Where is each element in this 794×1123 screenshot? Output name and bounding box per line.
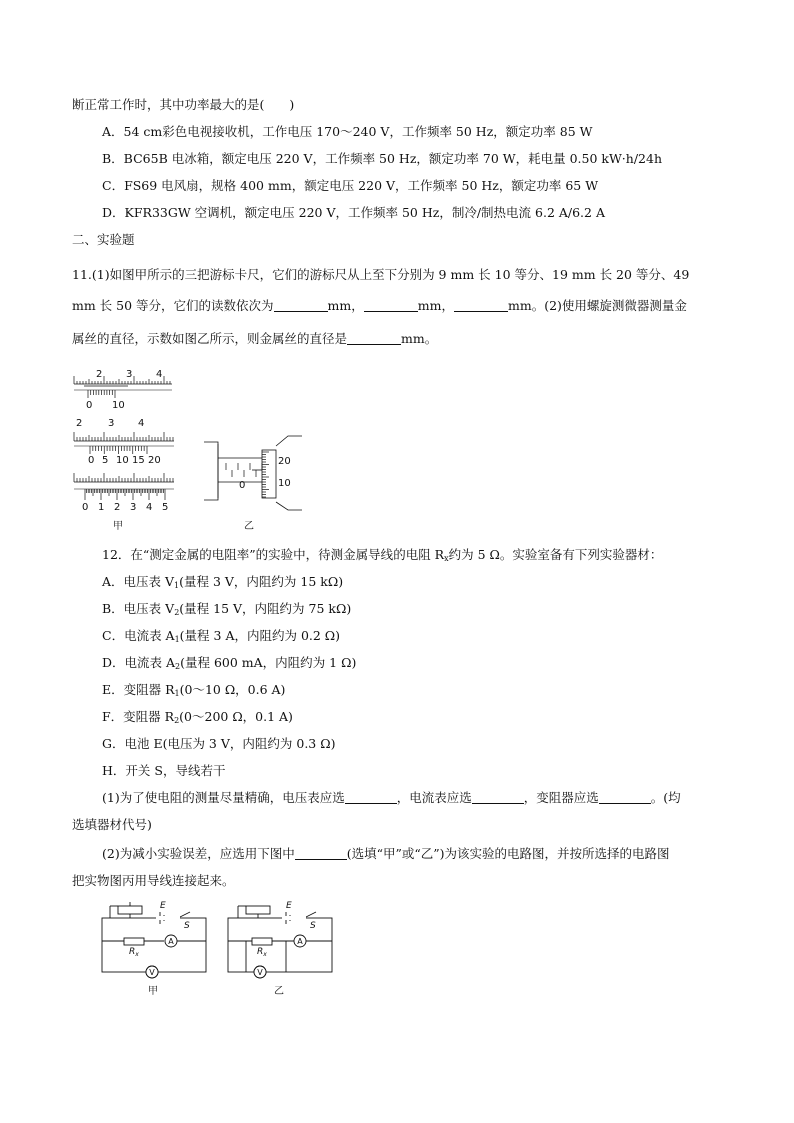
voltmeter-icon: V (257, 968, 263, 977)
q11-line2-text: mm 长 50 等分，它们的读数依次为 (72, 298, 274, 313)
cal1-main-label: 2 (96, 369, 103, 380)
q12-part1-text-3: ，变阻器应选 (523, 790, 599, 805)
q12-option-b-label: B．电压表 V (102, 601, 175, 616)
cal3-vernier-label: 3 (130, 502, 137, 513)
q12-part2 (102, 845, 670, 863)
q12-part1-text: (1)为了使电阻的测量尽量精确，电压表应选 (102, 790, 345, 805)
q12-option-e-label: E．变阻器 R (102, 682, 175, 697)
q12-part2-text: (2)为减小实验误差，应选用下图中 (102, 846, 295, 861)
cal2-main-label: 2 (76, 418, 83, 429)
answer-blank-voltmeter[interactable] (345, 791, 397, 804)
q12-option-g: G．电池 E(电压为 3 V，内阻约为 0.3 Ω) (102, 736, 336, 751)
answer-blank-3[interactable] (454, 299, 508, 312)
q12-option-b-spec: (量程 15 V，内阻约为 75 kΩ) (179, 601, 352, 616)
cal1-main-label: 3 (126, 369, 133, 380)
figure-label-jia: 甲 (113, 521, 123, 532)
cal2-main-label: 4 (138, 418, 145, 429)
q10-option-b: B．BC65B 电冰箱，额定电压 220 V，工作频率 50 Hz，额定功率 70 W，耗电量 0.50 kW·h/24h (102, 151, 662, 166)
ammeter-icon: A (297, 937, 303, 946)
resistor-label-sub: x (263, 951, 267, 958)
switch-label: S (310, 921, 316, 931)
q12-option-f-sub: 2 (174, 716, 180, 725)
q12-option-a-sub: 1 (174, 581, 180, 590)
q12-stem-text: 12．在“测定金属的电阻率”的实验中，待测金属导线的电阻 R (102, 547, 445, 562)
cal1-vernier-label: 0 (86, 400, 93, 411)
micrometer-10-label: 10 (278, 478, 291, 489)
q10-option-a: A．54 cm彩色电视接收机，工作电压 170～240 V，工作频率 50 Hz，额定功率 85 W (102, 124, 593, 139)
section-heading: 二、实验题 (72, 232, 135, 247)
answer-blank-rheostat[interactable] (599, 791, 651, 804)
cal2-vernier-label: 20 (148, 455, 161, 466)
answer-blank-ammeter[interactable] (472, 791, 524, 804)
voltmeter-icon: V (149, 968, 155, 977)
q11-unit: mm， (327, 298, 364, 313)
q12-option-a-label: A．电压表 V (102, 574, 175, 589)
micrometer-20-label: 20 (278, 456, 291, 467)
q11-line3 (72, 330, 437, 348)
caliper-micrometer-figure (66, 362, 316, 532)
answer-blank-4[interactable] (347, 332, 401, 345)
ammeter-icon: A (168, 937, 174, 946)
circuit-yi (228, 906, 332, 978)
q12-option-f-spec: (0～200 Ω，0.1 A) (179, 709, 293, 724)
battery-label: E (160, 901, 166, 911)
q12-option-c-spec: (量程 3 A，内阻约为 0.2 Ω) (179, 628, 341, 643)
q12-part2-text-2: (选填“甲”或“乙”)为该实验的电路图，并按所选择的电路图 (346, 846, 670, 861)
q11-line1: 11.(1)如图甲所示的三把游标卡尺，它们的游标尺从上至下分别为 9 mm 长 10 等分、19 mm 长 20 等分、49 (72, 267, 690, 282)
cal1-main-label: 4 (156, 369, 163, 380)
q12-option-c-sub: 1 (174, 635, 180, 644)
cal2-main-label: 3 (108, 418, 115, 429)
resistor-label-sub: x (135, 951, 139, 958)
cal3-vernier-label: 5 (162, 502, 169, 513)
q12-option-d-label: D．电流表 A (102, 655, 176, 670)
q12-option-a-spec: (量程 3 V，内阻约为 15 kΩ) (179, 574, 344, 589)
circuit-label-jia: 甲 (148, 986, 158, 997)
circuit-diagrams (96, 896, 346, 1000)
cal2-vernier-label: 0 (88, 455, 95, 466)
cal2-vernier-label: 15 (132, 455, 145, 466)
q12-stem-text-2: 约为 5 Ω。实验室备有下列实验器材： (448, 547, 663, 562)
cal3-vernier-label: 4 (146, 502, 153, 513)
q12-option-f-label: F．变阻器 R (102, 709, 175, 724)
cal3-vernier-label: 2 (114, 502, 121, 513)
q12-option-e-sub: 1 (174, 689, 180, 698)
q12-part1 (102, 789, 681, 807)
q12-option-d-spec: (量程 600 mA，内阻约为 1 Ω) (180, 655, 357, 670)
q12-stem (102, 546, 662, 568)
q10-option-c: C．FS69 电风扇，规格 400 mm，额定电压 220 V，工作频率 50 Hz，额定功率 65 W (102, 178, 599, 193)
switch-label: S (184, 921, 190, 931)
q11-unit: mm， (417, 298, 454, 313)
q12-option-e (102, 681, 285, 703)
resistor-label (257, 947, 267, 958)
battery-label: E (286, 901, 292, 911)
resistor-label (129, 947, 139, 958)
q12-part1-line2: 选填器材代号) (72, 817, 152, 832)
q12-option-d (102, 654, 356, 676)
q10-stem-end: 断正常工作时，其中功率最大的是( ) (72, 97, 295, 112)
q12-option-f (102, 708, 293, 730)
resistor-label-r: R (257, 947, 264, 957)
q10-option-d: D．KFR33GW 空调机，额定电压 220 V，工作频率 50 Hz，制冷/制热电流 6.2 A/6.2 A (102, 205, 605, 220)
q11-line2 (72, 297, 687, 315)
cal2-vernier-label: 5 (102, 455, 109, 466)
cal3-vernier-label: 0 (82, 502, 89, 513)
q12-part1-text-2: ，电流表应选 (396, 790, 472, 805)
q11-line3-text: 属丝的直径，示数如图乙所示，则金属丝的直径是 (72, 331, 348, 346)
q11-unit-end: mm。(2)使用螺旋测微器测量金 (507, 298, 687, 313)
micrometer-zero-label: 0 (239, 480, 246, 491)
q12-option-c-label: C．电流表 A (102, 628, 175, 643)
cal1-vernier-label: 10 (112, 400, 125, 411)
resistor-label-r: R (129, 947, 136, 957)
q12-option-d-sub: 2 (175, 662, 181, 671)
cal3-vernier-label: 1 (98, 502, 105, 513)
q12-stem-sub: x (444, 554, 449, 563)
q12-option-b (102, 600, 351, 622)
figure-label-yi: 乙 (244, 521, 254, 532)
q12-option-a (102, 573, 343, 595)
q12-option-h: H．开关 S，导线若干 (102, 763, 226, 778)
q11-line3-unit: mm。 (401, 331, 438, 346)
q12-part1-text-4: 。(均 (650, 790, 681, 805)
answer-blank-1[interactable] (274, 299, 328, 312)
circuit-label-yi: 乙 (274, 986, 284, 997)
answer-blank-circuit[interactable] (295, 847, 347, 860)
q12-option-e-spec: (0～10 Ω，0.6 A) (179, 682, 286, 697)
answer-blank-2[interactable] (364, 299, 418, 312)
q12-option-c (102, 627, 340, 649)
q12-option-b-sub: 2 (174, 608, 180, 617)
cal2-vernier-label: 10 (116, 455, 129, 466)
q12-part2-line2: 把实物图丙用导线连接起来。 (72, 873, 235, 888)
